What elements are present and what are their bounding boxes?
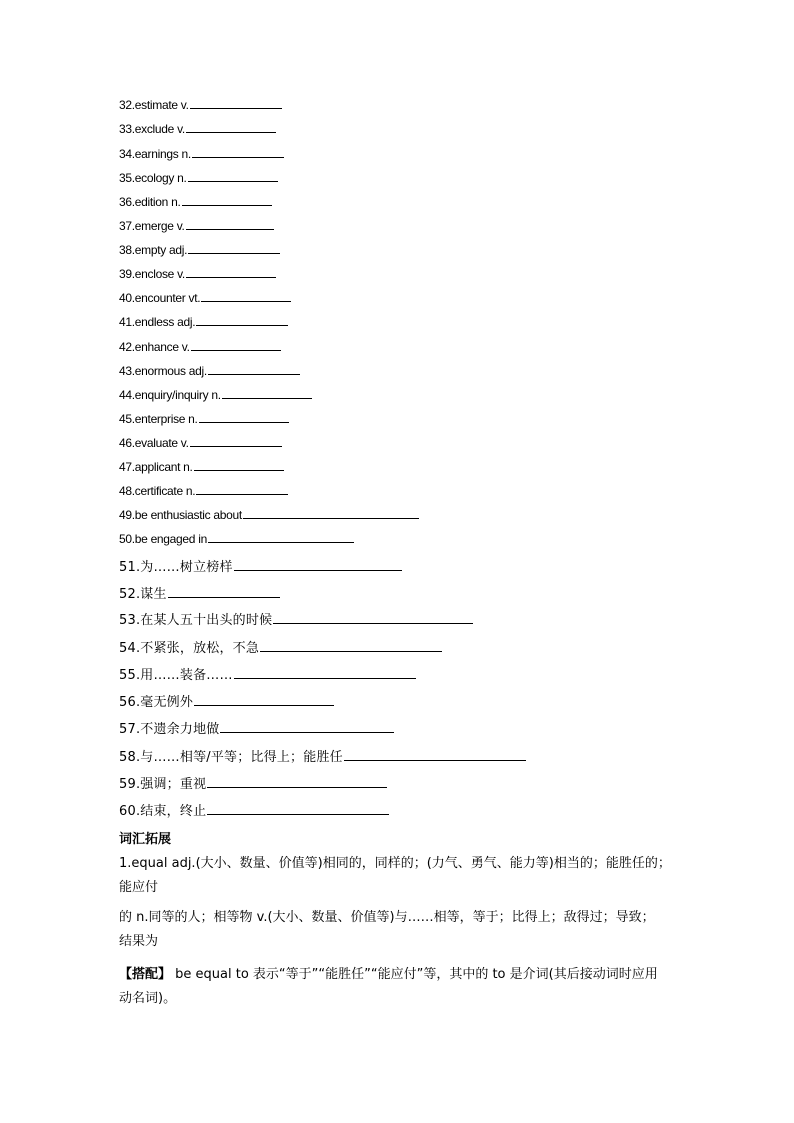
answer-blank[interactable] — [186, 265, 276, 278]
vocabulary-entry — [119, 169, 278, 185]
entry-label: 41.endless adj. — [119, 315, 196, 329]
answer-blank[interactable] — [234, 558, 402, 571]
answer-blank[interactable] — [243, 506, 419, 519]
paragraph-line: 的 n.同等的人；相等物 v.(大小、数量、价值等)与……相等，等于；比得上；敌得过；导致； — [119, 910, 655, 925]
vocabulary-entry — [119, 609, 473, 628]
vocabulary-entry — [119, 458, 284, 474]
paragraph-line: 1.equal adj.(大小、数量、价值等)相同的，同样的；(力气、勇气、能力等)相当的；能胜任的； — [119, 856, 671, 871]
vocabulary-entry — [119, 773, 387, 792]
entry-label: 36.edition n. — [119, 195, 181, 209]
vocabulary-entry — [119, 289, 291, 305]
entry-label: 50.be engaged in — [119, 532, 207, 546]
answer-blank[interactable] — [234, 666, 416, 679]
answer-blank[interactable] — [190, 96, 282, 109]
answer-blank[interactable] — [196, 482, 288, 495]
entry-label: 56.毫无例外 — [119, 695, 194, 710]
entry-label: 49.be enthusiastic about — [119, 508, 242, 522]
answer-blank[interactable] — [186, 120, 276, 133]
entry-label: 54.不紧张，放松，不急 — [119, 641, 260, 656]
vocabulary-entry — [119, 410, 289, 426]
answer-blank[interactable] — [192, 145, 284, 158]
answer-blank[interactable] — [220, 720, 394, 733]
answer-blank[interactable] — [260, 639, 442, 652]
answer-blank[interactable] — [196, 313, 288, 326]
vocabulary-entry — [119, 718, 394, 737]
answer-blank[interactable] — [191, 338, 281, 351]
answer-blank[interactable] — [208, 362, 300, 375]
answer-blank[interactable] — [188, 169, 278, 182]
answer-blank[interactable] — [168, 585, 280, 598]
answer-blank[interactable] — [188, 241, 280, 254]
vocabulary-entry — [119, 338, 281, 354]
collocation-label: 【搭配】 — [119, 967, 172, 982]
entry-label: 44.enquiry/inquiry n. — [119, 388, 221, 402]
entry-label: 43.enormous adj. — [119, 364, 207, 378]
answer-blank[interactable] — [208, 530, 354, 543]
vocabulary-entry — [119, 120, 276, 136]
entry-label: 57.不遗余力地做 — [119, 722, 220, 737]
paragraph-line: 动名词)。 — [119, 991, 177, 1006]
answer-blank[interactable] — [194, 693, 334, 706]
vocabulary-entry — [119, 386, 312, 402]
entry-label: 51.为……树立榜样 — [119, 560, 233, 575]
answer-blank[interactable] — [182, 193, 272, 206]
vocabulary-entry — [119, 362, 300, 378]
vocabulary-entry — [119, 265, 276, 281]
entry-label: 48.certificate n. — [119, 484, 196, 498]
entry-label: 35.ecology n. — [119, 171, 187, 185]
vocabulary-entry — [119, 800, 389, 819]
vocabulary-entry — [119, 145, 284, 161]
entry-label: 60.结束，终止 — [119, 804, 207, 819]
vocabulary-entry — [119, 482, 288, 498]
answer-blank[interactable] — [190, 434, 282, 447]
vocabulary-entry — [119, 664, 416, 683]
entry-label: 38.empty adj. — [119, 243, 188, 257]
answer-blank[interactable] — [194, 458, 284, 471]
entry-label: 46.evaluate v. — [119, 436, 189, 450]
vocabulary-entry — [119, 556, 402, 575]
answer-blank[interactable] — [207, 775, 387, 788]
vocabulary-entry — [119, 583, 280, 602]
vocabulary-entry — [119, 96, 282, 112]
entry-label: 32.estimate v. — [119, 98, 189, 112]
vocabulary-entry — [119, 313, 288, 329]
entry-label: 58.与……相等/平等；比得上；能胜任 — [119, 750, 343, 765]
answer-blank[interactable] — [186, 217, 274, 230]
vocabulary-entry — [119, 217, 274, 233]
entry-label: 59.强调；重视 — [119, 777, 207, 792]
paragraph-line: 能应付 — [119, 880, 159, 895]
answer-blank[interactable] — [207, 802, 389, 815]
vocabulary-entry — [119, 506, 419, 522]
vocabulary-entry — [119, 691, 334, 710]
answer-blank[interactable] — [222, 386, 312, 399]
vocabulary-entry — [119, 241, 280, 257]
entry-label: 42.enhance v. — [119, 340, 190, 354]
answer-blank[interactable] — [201, 289, 291, 302]
entry-label: 34.earnings n. — [119, 147, 191, 161]
collocation-text: be equal to 表示“等于”“能胜任”“能应付”等，其中的 to 是介词(其后接动词时应用 — [171, 967, 658, 982]
vocabulary-entry — [119, 746, 526, 765]
entry-label: 33.exclude v. — [119, 122, 185, 136]
answer-blank[interactable] — [344, 748, 526, 761]
entry-label: 37.emerge v. — [119, 219, 185, 233]
entry-label: 39.enclose v. — [119, 267, 185, 281]
answer-blank[interactable] — [199, 410, 289, 423]
paragraph-line — [119, 963, 679, 987]
entry-label: 52.谋生 — [119, 587, 167, 602]
vocabulary-entry — [119, 530, 354, 546]
entry-label: 47.applicant n. — [119, 460, 193, 474]
vocabulary-entry — [119, 637, 442, 656]
vocabulary-entry — [119, 193, 272, 209]
entry-label: 55.用……装备…… — [119, 668, 233, 683]
entry-label: 40.encounter vt. — [119, 291, 201, 305]
entry-label: 45.enterprise n. — [119, 412, 198, 426]
answer-blank[interactable] — [273, 611, 473, 624]
entry-label: 53.在某人五十出头的时候 — [119, 613, 273, 628]
paragraph-line: 结果为 — [119, 934, 159, 949]
section-heading: 词汇拓展 — [119, 832, 172, 847]
vocabulary-entry — [119, 434, 282, 450]
